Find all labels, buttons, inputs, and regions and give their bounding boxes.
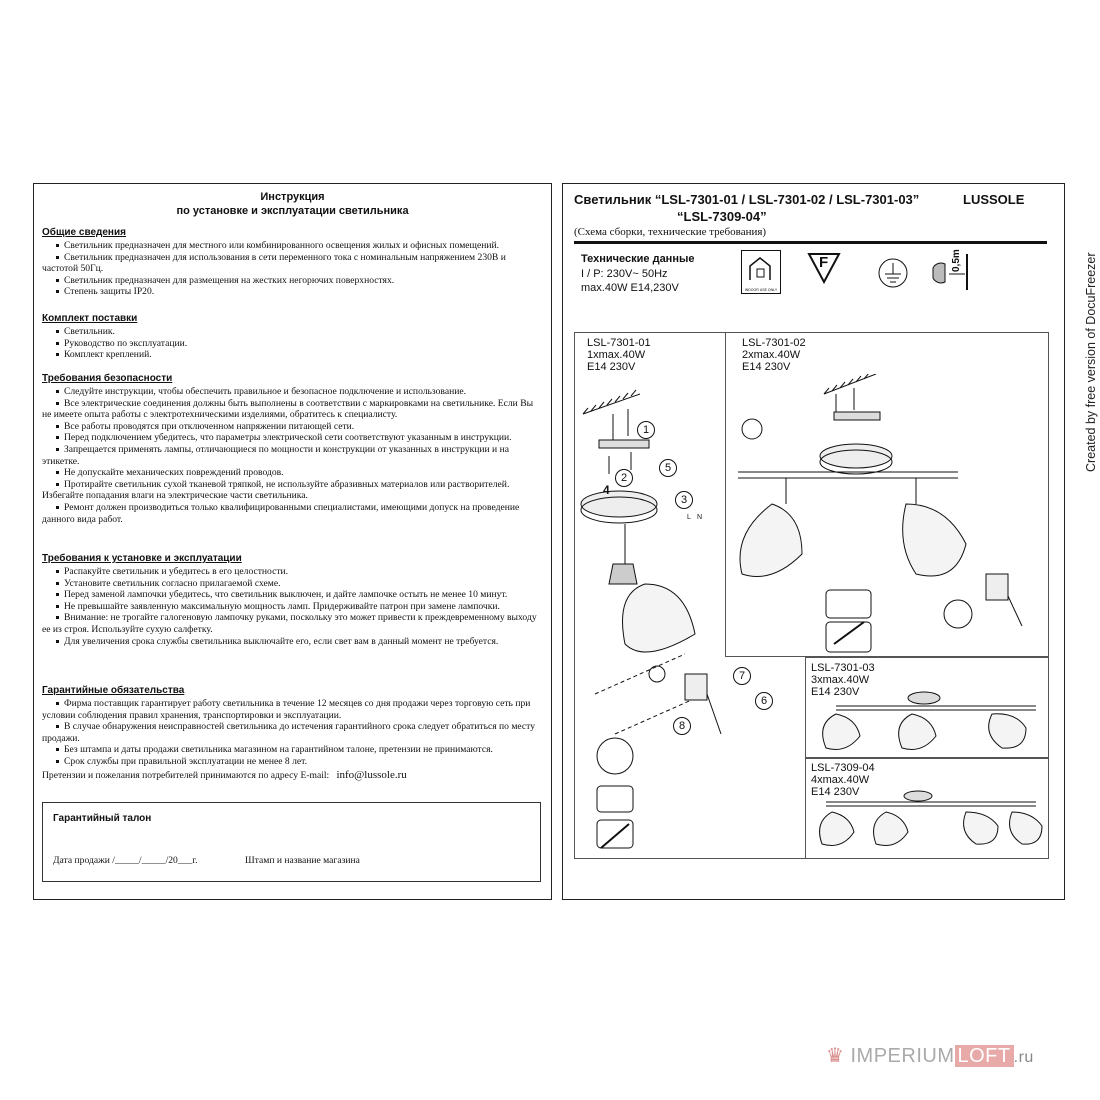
list-item: Фирма поставщик гарантирует работу светильника в течение 12 месяцев со дня продажи через торговую сеть при условии соблюдения правил хранения, транспортировки и эксплуатации. [42, 698, 543, 721]
model-code: LSL-7309-04 [811, 762, 875, 774]
wire-label: N [697, 514, 703, 521]
assembly-panel [562, 183, 1065, 900]
step-number: 4 [603, 483, 610, 497]
assembly-diagram-double [726, 374, 1048, 656]
model-power: 3xmax.40W [811, 674, 870, 686]
lamp-diagram-triple [806, 684, 1046, 756]
warranty-title: Гарантийный талон [53, 813, 152, 824]
section-heading: Требования к установке и эксплуатации [42, 553, 242, 564]
tech-line: max.40W E14,230V [581, 282, 679, 294]
warranty-card [42, 802, 541, 882]
step-number: 6 [755, 692, 773, 710]
instruction-subtitle: по установке и эксплуатации светильника [176, 205, 409, 217]
model-code: LSL-7301-02 [742, 337, 806, 349]
list-item: Установите светильник согласно прилагаемой схеме. [42, 578, 543, 590]
list-item: Степень защиты IP20. [42, 286, 543, 298]
title-rule [574, 241, 1047, 244]
list-item: Следуйте инструкции, чтобы обеспечить правильное и безопасное подключение и использование. [42, 386, 543, 398]
f-mark-icon [807, 252, 841, 284]
brand-text-c: .ru [1013, 1049, 1034, 1066]
step-number: 3 [675, 491, 693, 509]
claims-text: Претензии и пожелания потребителей принимаются по адресу E-mail: [42, 769, 330, 781]
section-heading: Требования безопасности [42, 373, 173, 384]
model-lamp: E14 230V [587, 361, 636, 373]
brand-text-a: IMPERIUM [850, 1045, 955, 1067]
distance-icon [927, 250, 977, 294]
brand-watermark [826, 1043, 1034, 1068]
list-item: Все электрические соединения должны быть выполнены в соответствии с маркировками на светильнике. Если Вы не имеете опыта работы с электротехническими изделиями, обратитесь к специалисту. [42, 398, 543, 421]
list-item: Светильник предназначен для размещения на жестких негорючих поверхностях. [42, 275, 543, 287]
list-item: Светильник предназначен для использования в сети переменного тока с номинальным напряжением 230В и частотой 50Гц. [42, 252, 543, 275]
shop-stamp-field: Штамп и название магазина [245, 855, 360, 866]
instruction-title: Инструкция [260, 191, 325, 203]
distance-label: 0,5m [951, 249, 962, 272]
product-title-line2: “LSL-7309-04” [677, 209, 767, 224]
brand-crown-icon: ♛ [826, 1045, 845, 1067]
list-item: Протирайте светильник сухой тканевой тряпкой, не используйте абразивных материалов или растворителей. Избегайте попадания влаги на электрические части светильника. [42, 479, 543, 502]
list-item: Комплект креплений. [42, 349, 543, 361]
list-item: Распакуйте светильник и убедитесь в его целостности. [42, 566, 543, 578]
tech-heading: Технические данные [581, 253, 695, 265]
step-number: 8 [673, 717, 691, 735]
step-number: 7 [733, 667, 751, 685]
list-item: Не превышайте заявленную максимальную мощность ламп. Придерживайте патрон при замене лампочки. [42, 601, 543, 613]
model-lamp: E14 230V [811, 786, 860, 798]
wire-label: L [687, 514, 691, 521]
indoor-use-icon [741, 250, 781, 294]
section-package [42, 313, 543, 361]
model-code: LSL-7301-01 [587, 337, 651, 349]
step-number: 5 [659, 459, 677, 477]
list-item: Срок службы при правильной эксплуатации не менее 8 лет. [42, 756, 543, 768]
step-number: 1 [637, 421, 655, 439]
model-power: 4xmax.40W [811, 774, 870, 786]
section-installation [42, 553, 543, 647]
ground-icon [877, 257, 909, 289]
section-heading: Общие сведения [42, 227, 126, 238]
section-heading: Комплект поставки [42, 313, 138, 324]
list-item: Светильник. [42, 326, 543, 338]
list-item: Ремонт должен производиться только квалифицированными специалистами, имеющими допуск на проведение данного вида работ. [42, 502, 543, 525]
instruction-panel [33, 183, 552, 900]
list-item: В случае обнаружения неисправностей светильника до истечения гарантийного срока следует обратиться по месту продажи. [42, 721, 543, 744]
section-guarantee [42, 685, 543, 781]
model-code: LSL-7301-03 [811, 662, 875, 674]
brand-name: LUSSOLE [963, 192, 1025, 207]
section-general [42, 227, 543, 298]
product-title: Светильник “LSL-7301-01 / LSL-7301-02 / LSL-7301-03” [574, 192, 920, 207]
list-item: Светильник предназначен для местного или комбинированного освещения жилых и офисных помещений. [42, 240, 543, 252]
list-item: Без штампа и даты продажи светильника магазином на гарантийном талоне, претензии не принимаются. [42, 744, 543, 756]
model-power: 2xmax.40W [742, 349, 801, 361]
list-item: Внимание: не трогайте галогеновую лампочку руками, поскольку это может привести к преждевременному выходу ее из строя. Используйте сухую салфетку. [42, 612, 543, 635]
list-item: Перед подключением убедитесь, что параметры электрической сети соответствуют указанным в инструкции. [42, 432, 543, 444]
list-item: Для увеличения срока службы светильника выключайте его, если свет вам в данный момент не требуется. [42, 636, 543, 648]
assembly-diagram-single [575, 374, 725, 858]
model-lamp: E14 230V [742, 361, 791, 373]
lamp-diagram-quad [806, 788, 1046, 856]
list-item: Перед заменой лампочки убедитесь, что светильник выключен, и дайте лампочке остыть не менее 10 минут. [42, 589, 543, 601]
converter-watermark: Created by free version of DocuFreezer [1084, 252, 1098, 472]
tech-line: I / P: 230V~ 50Hz [581, 268, 668, 280]
list-item: Руководство по эксплуатации. [42, 338, 543, 350]
model-power: 1xmax.40W [587, 349, 646, 361]
section-safety [42, 373, 543, 525]
list-item: Не допускайте механических повреждений проводов. [42, 467, 543, 479]
indoor-text: INDOOR USE ONLY [744, 288, 778, 292]
f-mark-label: F [819, 254, 829, 271]
sale-date-field: Дата продажи /_____/_____/20___г. [53, 855, 198, 866]
model-lamp: E14 230V [811, 686, 860, 698]
step-number: 2 [615, 469, 633, 487]
email-link[interactable]: info@lussole.ru [336, 768, 407, 781]
list-item: Все работы проводятся при отключенном напряжении питающей сети. [42, 421, 543, 433]
list-item: Запрещается применять лампы, отличающиеся по мощности и конструкции от указанных в инструкции и на этикетке. [42, 444, 543, 467]
section-heading: Гарантийные обязательства [42, 685, 185, 696]
scheme-subtitle: (Схема сборки, технические требования) [574, 226, 767, 238]
brand-text-b: LOFT [955, 1045, 1014, 1067]
